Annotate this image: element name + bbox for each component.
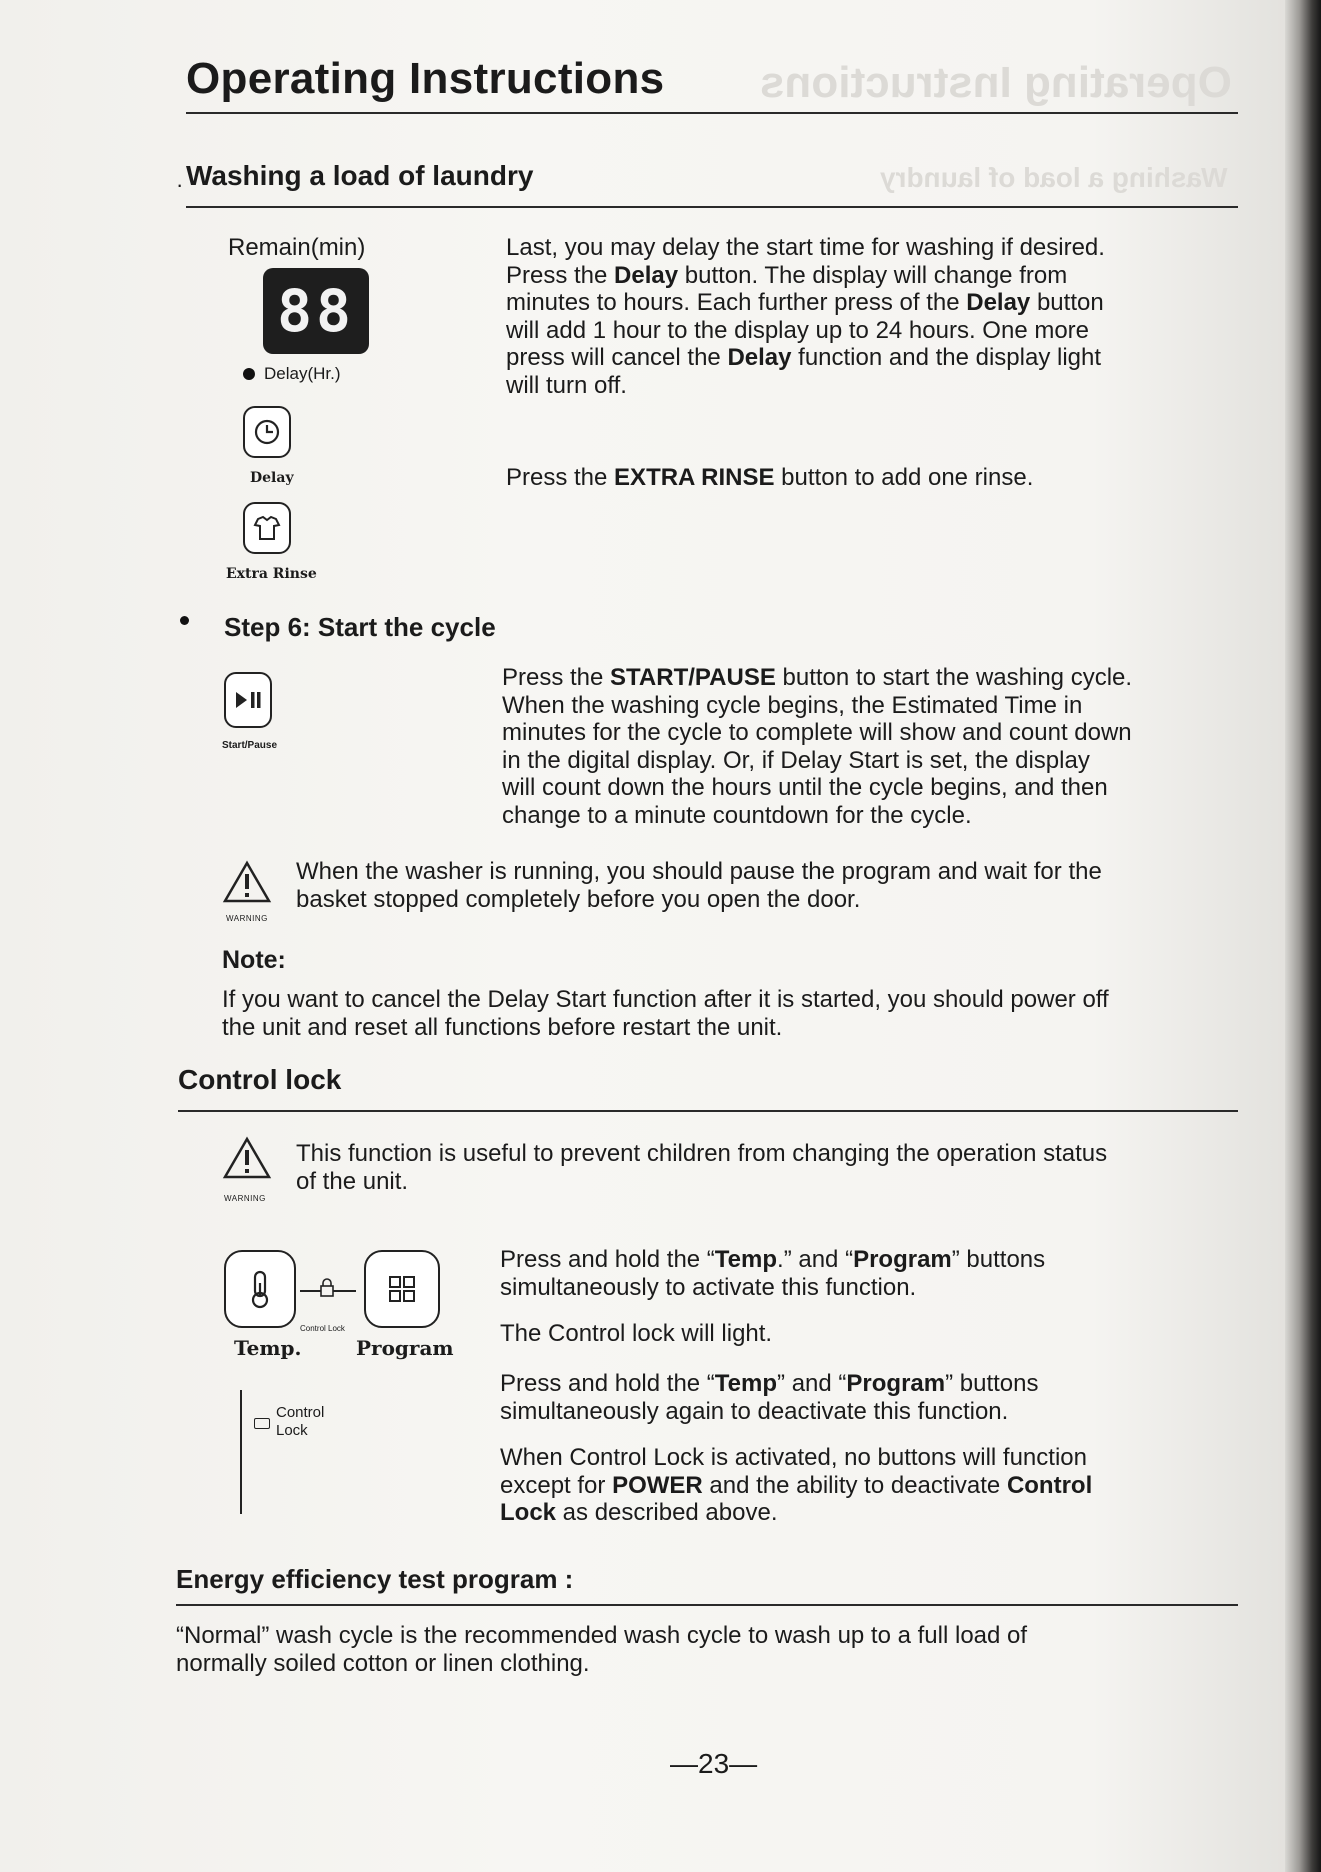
warning-label: WARNING [226, 914, 268, 923]
washing-heading: Washing a load of laundry [186, 160, 534, 191]
control-lock-warning-text [296, 1140, 1236, 1195]
energy-rule [176, 1604, 1238, 1606]
delay-line-3: minutes to hours. Each further press of the Delay button [506, 289, 1104, 316]
warning-triangle-icon [222, 1136, 272, 1185]
start-line-3: minutes for the cycle to complete will show and count down [502, 719, 1132, 746]
delay-button[interactable] [243, 406, 291, 458]
control-lock-para-1: Press and hold the “Temp.” and “Program” buttons simultaneously to activate this function. [500, 1246, 1046, 1301]
control-lock-para-2: The Control lock will light. [500, 1320, 773, 1347]
control-lock-warning-line-2: of the unit. [296, 1167, 409, 1195]
control-lock-heading: Control lock [178, 1064, 342, 1095]
delay-line-5: press will cancel the Delay function and the display light [506, 344, 1102, 371]
step6-bullet [180, 616, 189, 625]
page-binding-shadow [1285, 0, 1321, 1872]
program-button[interactable] [364, 1250, 440, 1328]
energy-text [176, 1622, 1236, 1677]
delay-indicator-dot [243, 368, 255, 380]
step6-heading: Step 6: Start the cycle [224, 612, 496, 642]
extra-rinse-button[interactable] [243, 502, 291, 554]
start-paragraph [502, 664, 1242, 829]
page-title: Operating Instructions [186, 54, 665, 103]
indicator-bar [240, 1390, 242, 1514]
control-lock-warning-label: WARNING [224, 1194, 266, 1203]
start-line-1: Press the START/PAUSE button to start the washing cycle. [502, 664, 1133, 691]
control-lock-rule [178, 1110, 1238, 1112]
thermometer-icon [245, 1269, 275, 1309]
control-lock-para-4: When Control Lock is activated, no buttons will function except for POWER and the ability to deactivate Control Lock as described above. [500, 1444, 1093, 1526]
delay-line-6: will turn off. [506, 371, 627, 399]
warning-triangle-icon [222, 860, 272, 909]
bullet-dot: · [176, 172, 184, 197]
bleed-through-heading: Washing a load of laundry [880, 162, 1228, 193]
page-number: —23— [670, 1748, 758, 1779]
control-lock-indicator-light [254, 1418, 270, 1429]
note-heading: Note: [222, 946, 286, 974]
play-pause-icon [232, 689, 264, 711]
start-line-2: When the washing cycle begins, the Estimated Time in [502, 691, 1083, 719]
temp-button[interactable] [224, 1250, 296, 1328]
delay-indicator-label: Delay(Hr.) [264, 364, 341, 383]
control-lock-indicator-label: Control Lock [276, 1404, 325, 1439]
delay-line-4: will add 1 hour to the display up to 24 hours. One more [506, 316, 1090, 344]
display-digits: 88 [277, 277, 355, 345]
remain-label: Remain(min) [228, 234, 366, 261]
control-lock-warning-line-1: This function is useful to prevent children from changing the operation status [296, 1140, 1108, 1167]
start-line-4: in the digital display. Or, if Delay Start is set, the display [502, 746, 1090, 774]
delay-line-2: Press the Delay button. The display will change from [506, 261, 1068, 289]
control-lock-small-label: Control Lock [300, 1324, 345, 1333]
program-label: Program [356, 1336, 454, 1360]
delay-button-label: Delay [250, 470, 294, 486]
warning-line-2: basket stopped completely before you open the door. [296, 885, 861, 913]
note-line-2: the unit and reset all functions before restart the unit. [222, 1013, 783, 1041]
control-lock-para-3: Press and hold the “Temp” and “Program” buttons simultaneously again to deactivate this function. [500, 1370, 1039, 1425]
washing-rule [186, 206, 1238, 208]
program-grid-icon [387, 1274, 417, 1304]
clock-icon [252, 417, 282, 447]
warning-text [296, 858, 1236, 913]
energy-line-1: “Normal” wash cycle is the recommended wash cycle to wash up to a full load of [176, 1622, 1028, 1649]
start-line-6: change to a minute countdown for the cycle. [502, 801, 972, 829]
start-line-5: will count down the hours until the cycle begins, and then [502, 774, 1108, 801]
shirt-icon [252, 514, 282, 542]
note-line-1: If you want to cancel the Delay Start function after it is started, you should power off [222, 986, 1109, 1013]
bleed-through-title: Operating Instructions [760, 58, 1232, 107]
lock-icon [318, 1278, 336, 1303]
extra-rinse-paragraph: Press the EXTRA RINSE button to add one rinse. [506, 464, 1034, 491]
warning-line-1: When the washer is running, you should pause the program and wait for the [296, 858, 1102, 885]
energy-line-2: normally soiled cotton or linen clothing. [176, 1649, 590, 1677]
note-text [222, 986, 1242, 1041]
extra-rinse-button-label: Extra Rinse [226, 566, 317, 582]
title-rule [186, 112, 1238, 114]
delay-paragraph [506, 234, 1226, 399]
temp-label: Temp. [234, 1336, 302, 1360]
start-pause-label: Start/Pause [222, 740, 278, 751]
energy-heading: Energy efficiency test program : [176, 1564, 574, 1594]
delay-line-1: Last, you may delay the start time for washing if desired. [506, 234, 1105, 261]
digital-display [263, 268, 369, 354]
start-pause-button[interactable] [224, 672, 272, 728]
